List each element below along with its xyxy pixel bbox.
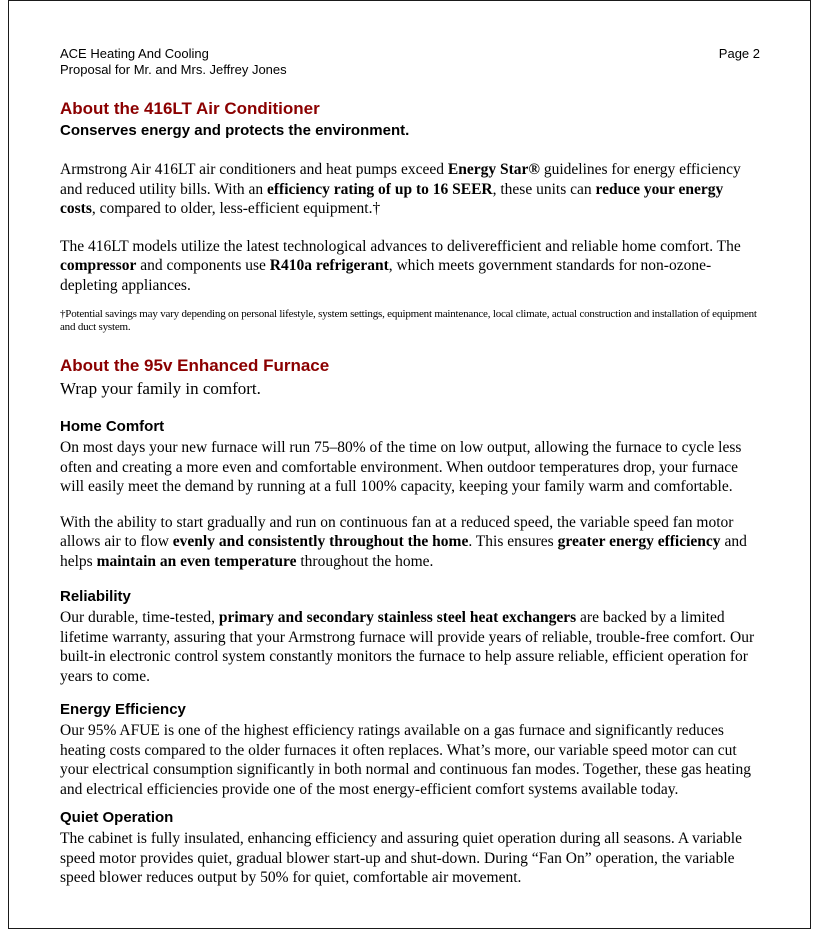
reliability-paragraph: Our durable, time-tested, primary and secondary stainless steel heat exchangers are backed by a limited lifetime warranty, assuring that your Armstrong furnace will provide years of reliable, trouble-free comfort. Our built-in electronic control system constantly monitors the furnace to help assure reliable, efficient operation for years to come. <box>60 609 755 685</box>
home-comfort-paragraph-1: On most days your new furnace will run 75–80% of the time on low output, allowing the furnace to cycle less often and creating a more even and comfortable environment. When outdoor temperatures drop, your furnace will easily meet the demand by running at a full 100% capacity, keeping your family warm and comfortable. <box>60 439 742 495</box>
energy-efficiency-paragraph: Our 95% AFUE is one of the highest efficiency ratings available on a gas furnace and significantly reduces heating costs compared to the older furnaces it often replaces. What’s more, our variable speed motor can cut your electrical consumption significantly in both normal and continuous fan modes. Together, these gas heating and electrical efficiencies provide one of the most energy-efficient comfort systems available today. <box>60 722 752 798</box>
home-comfort-paragraph-2: With the ability to start gradually and run on continuous fan at a reduced speed, the variable speed fan motor allows air to flow evenly and consistently throughout the home. This ensures greater energy efficiency and helps maintain an even temperature throughout the home. <box>60 513 747 570</box>
ac-section-subtitle: Conserves energy and protects the environment. <box>60 122 410 139</box>
quiet-operation-paragraph: The cabinet is fully insulated, enhancing efficiency and assuring quiet operation during all seasons. A variable speed motor provides quiet, gradual blower start-up and shut-down. During “Fan On” operation, the variable speed blower reduces output by 50% for quiet, comfortable air movement. <box>60 830 742 886</box>
header-left <box>60 46 287 78</box>
page-number: Page 2 <box>718 46 760 61</box>
document-header <box>60 46 760 78</box>
home-comfort-heading: Home Comfort <box>60 418 165 435</box>
furnace-section-subtitle: Wrap your family in comfort. <box>60 379 261 398</box>
furnace-section-title: About the 95v Enhanced Furnace <box>60 356 330 375</box>
proposal-line: Proposal for Mr. and Mrs. Jeffrey Jones <box>60 62 287 77</box>
energy-efficiency-heading: Energy Efficiency <box>60 701 186 718</box>
ac-section-title: About the 416LT Air Conditioner <box>60 99 320 118</box>
page-content <box>60 46 760 888</box>
company-name: ACE Heating And Cooling <box>60 46 209 61</box>
reliability-heading: Reliability <box>60 588 131 605</box>
quiet-operation-heading: Quiet Operation <box>60 809 174 826</box>
ac-paragraph-1: Armstrong Air 416LT air conditioners and heat pumps exceed Energy Star® guidelines for energy efficiency and reduced utility bills. With an efficiency rating of up to 16 SEER, these units can reduce your energy costs, compared to older, less-efficient equipment.† <box>60 161 741 217</box>
savings-footnote: †Potential savings may vary depending on personal lifestyle, system settings, equipment maintenance, local climate, actual construction and installation of equipment and duct system. <box>60 308 757 333</box>
ac-paragraph-2: The 416LT models utilize the latest technological advances to deliverefficient and reliable home comfort. The compressor and components use R410a refrigerant, which meets government standards for non-ozone-depleting appliances. <box>60 237 741 294</box>
